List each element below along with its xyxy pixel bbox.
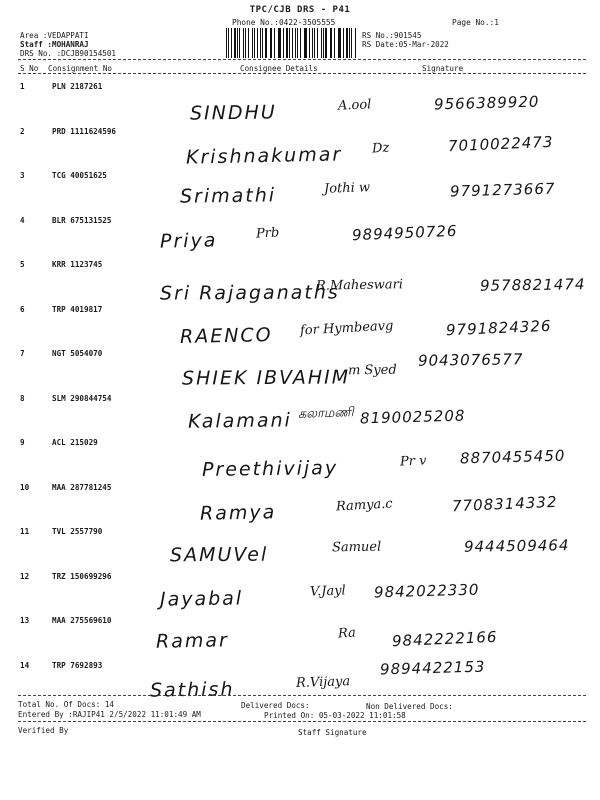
barcode-bar — [314, 28, 315, 58]
column-consignment: Consignment No — [48, 64, 113, 73]
total-docs: Total No. Of Docs: 14 — [18, 700, 115, 709]
barcode-bar — [231, 28, 232, 58]
barcode-bar — [323, 28, 324, 58]
row-phone: 9842222166 — [391, 627, 498, 651]
row-signature: R.Vijaya — [295, 673, 351, 691]
delivered-docs: Delivered Docs: — [241, 701, 310, 710]
row-consignee-name: SINDHU — [189, 101, 277, 125]
row-signature: for Hymbeavg — [299, 318, 394, 338]
row-phone: 9894950726 — [351, 221, 458, 244]
row-consignee-name: SAMUVel — [169, 543, 269, 567]
barcode-bar — [305, 28, 307, 58]
barcode-bar — [300, 28, 301, 58]
row-signature: Ramya.c — [335, 496, 394, 514]
divider-top — [18, 59, 586, 60]
barcode-bar — [286, 28, 288, 58]
barcode-bar — [226, 28, 227, 58]
row-phone: 9791273667 — [449, 179, 556, 201]
barcode-bar — [292, 28, 293, 58]
barcode-bar — [239, 28, 240, 58]
row-consignee-name: RAENCO — [179, 323, 273, 348]
barcode-bar — [351, 28, 352, 58]
barcode-bar — [330, 28, 331, 58]
divider-footer — [18, 721, 586, 722]
row-signature: கலாமணி — [297, 404, 354, 422]
row-consignment: TVL 2557790 — [52, 527, 103, 536]
barcode-bar — [297, 28, 298, 58]
row-signature: Dz — [371, 140, 390, 156]
row-serial: 7 — [20, 349, 25, 358]
phone-number: Phone No.:0422-3505555 — [232, 18, 336, 27]
barcode-bar — [265, 28, 267, 58]
row-consignment: SLM 290844754 — [52, 393, 112, 403]
row-consignment: TRP 7692893 — [52, 660, 103, 670]
column-sno: S No — [20, 64, 39, 73]
row-consignee-name: Sri Rajaganaths — [159, 281, 340, 305]
row-serial: 1 — [20, 82, 25, 91]
barcode-bar — [270, 28, 271, 58]
area-label: Area :VEDAPPATI — [20, 31, 89, 40]
barcode — [226, 28, 357, 58]
row-phone: 9043076577 — [417, 350, 524, 370]
row-serial: 4 — [20, 215, 25, 225]
row-consignment: PLN 2187261 — [52, 82, 103, 91]
row-consignee-name: Ramya — [199, 500, 277, 525]
row-signature: Ra — [337, 625, 357, 642]
row-consignment: PRD 1111624596 — [52, 126, 117, 136]
row-phone: 9791824326 — [445, 316, 552, 339]
divider-header — [18, 73, 586, 74]
row-serial: 5 — [20, 260, 25, 269]
barcode-bar — [312, 28, 313, 58]
row-serial: 6 — [20, 304, 25, 314]
row-consignee-name: Jayabal — [159, 586, 244, 611]
barcode-bar — [243, 28, 244, 58]
barcode-bar — [283, 28, 284, 58]
barcode-bar — [245, 28, 246, 58]
row-signature: m Syed — [347, 362, 397, 379]
row-signature: Pr v — [399, 453, 427, 470]
barcode-bar — [274, 28, 275, 58]
row-signature: V.Jayl — [309, 582, 346, 600]
row-consignment: TRP 4019817 — [52, 304, 103, 314]
barcode-bar — [295, 28, 296, 58]
row-consignment: KRR 1123745 — [52, 260, 103, 269]
row-serial: 11 — [20, 527, 30, 536]
row-consignee-name: Krishnakumar — [185, 142, 343, 169]
row-serial: 10 — [20, 482, 30, 492]
barcode-bar — [304, 28, 305, 58]
row-serial: 2 — [20, 126, 25, 136]
row-consignment: TRZ 150699296 — [52, 571, 112, 581]
row-serial: 12 — [20, 571, 30, 581]
row-consignee-name: Kalamani — [187, 408, 292, 433]
row-consignment: TCG 40051625 — [52, 171, 107, 180]
barcode-bar — [260, 28, 261, 58]
row-signature: A.ool — [337, 97, 372, 114]
row-phone: 8190025208 — [359, 406, 466, 427]
barcode-bar — [248, 28, 249, 58]
row-consignee-name: Ramar — [155, 629, 230, 653]
barcode-bar — [254, 28, 255, 58]
barcode-bar — [339, 28, 340, 58]
barcode-bar — [338, 28, 339, 58]
row-serial: 3 — [20, 171, 25, 180]
row-phone: 7708314332 — [451, 492, 558, 515]
barcode-bar — [334, 28, 335, 58]
row-phone: 9444509464 — [463, 536, 570, 556]
page-number: Page No.:1 — [452, 18, 499, 27]
row-phone: 9842022330 — [373, 580, 480, 601]
row-signature: Jothi w — [323, 180, 371, 197]
barcode-bar — [271, 28, 272, 58]
staff-label: Staff :MOHANRAJ — [20, 40, 89, 49]
drs-number: DRS No. :DCJB90154501 — [20, 49, 117, 58]
barcode-bar — [237, 28, 238, 58]
barcode-bar — [346, 28, 348, 58]
barcode-bar — [289, 28, 290, 58]
rs-date: RS Date:05-Mar-2022 — [362, 40, 449, 49]
row-consignment: MAA 275569610 — [52, 616, 112, 625]
document-title: TPC/CJB DRS - P41 — [249, 5, 351, 15]
row-consignment: MAA 287781245 — [52, 482, 112, 492]
row-phone: 8870455450 — [459, 446, 566, 468]
row-consignee-name: Srimathi — [179, 184, 277, 208]
row-phone: 7010022473 — [447, 132, 554, 155]
column-signature: Signature — [422, 64, 464, 73]
row-consignment: ACL 215029 — [52, 438, 98, 447]
barcode-bar — [317, 28, 318, 58]
row-serial: 14 — [20, 660, 30, 670]
row-phone: 9578821474 — [479, 275, 586, 295]
column-details: Consignee Details — [240, 64, 318, 73]
row-serial: 8 — [20, 393, 25, 403]
barcode-bar — [325, 28, 327, 58]
row-consignee-name: Sathish — [149, 677, 235, 702]
row-consignee-name: Preethivijay — [201, 457, 339, 481]
row-consignee-name: Priya — [159, 228, 218, 253]
barcode-bar — [349, 28, 350, 58]
barcode-bar — [321, 28, 322, 58]
non-delivered-docs: Non Delivered Docs: — [366, 702, 453, 711]
row-signature: Prb — [255, 224, 280, 242]
staff-signature: Staff Signature — [298, 728, 367, 737]
row-consignment: BLR 675131525 — [52, 215, 112, 225]
barcode-bar — [228, 28, 229, 58]
row-phone: 9566389920 — [433, 92, 540, 114]
row-serial: 9 — [20, 438, 25, 447]
entered-by: Entered By :RAJIP41 2/5/2022 11:01:49 AM — [18, 710, 201, 719]
row-serial: 13 — [20, 616, 30, 625]
barcode-bar — [262, 28, 263, 58]
barcode-bar — [343, 28, 344, 58]
rs-number: RS No.:901545 — [362, 31, 422, 40]
barcode-bar — [331, 28, 332, 58]
row-consignment: NGT 5054070 — [52, 349, 103, 358]
barcode-bar — [278, 28, 279, 58]
row-signature: Samuel — [331, 539, 382, 556]
barcode-bar — [234, 28, 236, 58]
barcode-bar — [309, 28, 310, 58]
barcode-bar — [355, 28, 356, 58]
barcode-bar — [279, 28, 280, 58]
barcode-bar — [257, 28, 258, 58]
printed-on: Printed On: 05-03-2022 11:01:58 — [264, 711, 406, 720]
row-consignee-name: SHIEK IBVAHIM — [181, 366, 351, 390]
row-phone: 9894422153 — [379, 657, 486, 678]
divider-bottom — [18, 695, 586, 696]
verified-by: Verified By — [18, 726, 69, 735]
row-signature: R.Maheswari — [315, 277, 404, 294]
barcode-bar — [252, 28, 254, 58]
